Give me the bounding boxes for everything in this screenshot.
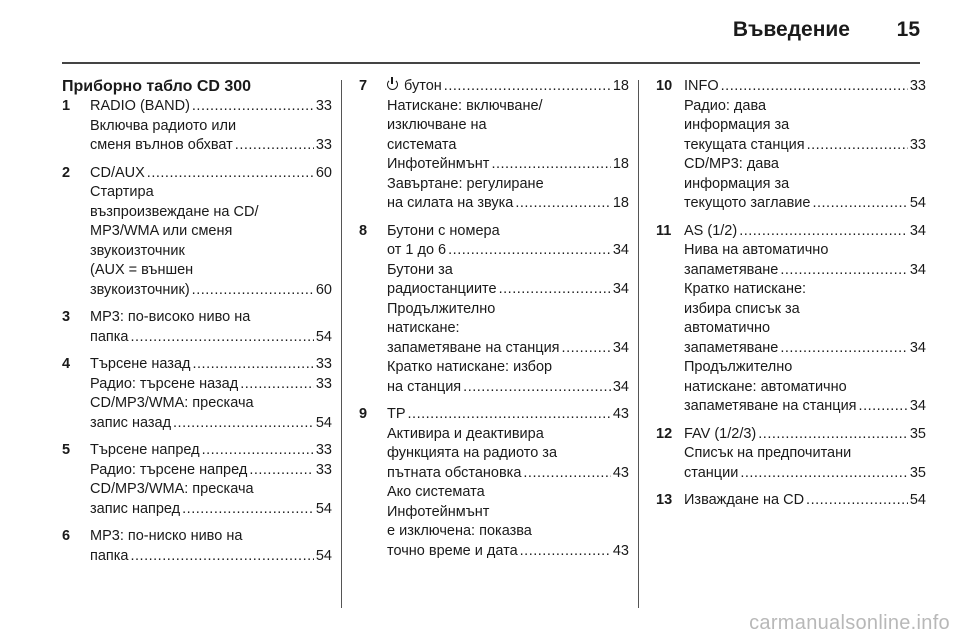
entry-text: изключване на <box>387 117 487 133</box>
entry-line <box>90 117 332 137</box>
entry-line <box>387 97 629 117</box>
page-reference: 33 <box>315 137 332 153</box>
entry-line <box>387 542 629 562</box>
dot-leader <box>192 281 314 301</box>
entry-line <box>684 175 926 195</box>
page-reference: 60 <box>315 164 332 181</box>
page-reference: 34 <box>909 339 926 356</box>
entry-line <box>684 155 926 175</box>
dot-leader <box>202 441 314 461</box>
index-entry <box>359 405 629 561</box>
item-number: 3 <box>62 309 71 325</box>
entry-text: сменя вълнов обхват <box>90 137 233 153</box>
page-reference: 33 <box>315 356 332 372</box>
page-reference: 60 <box>315 281 332 298</box>
entry-text: Продължително <box>684 359 793 375</box>
page-reference: 33 <box>315 461 332 478</box>
entry-text: текущото заглавие <box>684 195 811 211</box>
entry-text: информация за <box>684 175 790 192</box>
page-reference: 43 <box>612 464 629 481</box>
entry-line <box>387 222 629 242</box>
entry-line <box>90 500 332 520</box>
page-reference: 18 <box>612 78 629 94</box>
entry-line <box>387 136 629 156</box>
entry-text: Активира и деактивира <box>387 425 544 442</box>
entry-line <box>684 116 926 136</box>
dot-leader <box>758 425 908 445</box>
entry-text: натискане: <box>387 320 460 336</box>
entry-text: запаметяване на станция <box>387 339 560 356</box>
entry-line <box>387 339 629 359</box>
entry-line <box>90 261 332 281</box>
dot-leader <box>499 280 611 300</box>
entry-line <box>684 464 926 484</box>
entry-line <box>90 308 332 328</box>
dot-leader <box>806 491 908 511</box>
page-reference: 33 <box>909 136 926 153</box>
entry-line <box>387 358 629 378</box>
dot-leader <box>444 77 611 97</box>
entry-text: Натискане: включване/ <box>387 97 543 114</box>
dot-leader <box>240 375 314 395</box>
dot-leader <box>807 136 908 156</box>
page-title: Въведение <box>732 18 850 41</box>
entry-line <box>387 241 629 261</box>
entry-text: MP3: по-ниско ниво на <box>90 528 243 544</box>
index-entry <box>62 308 332 347</box>
column-3 <box>656 77 926 519</box>
page-reference: 34 <box>612 281 629 297</box>
dot-leader <box>721 77 908 97</box>
index-entry <box>656 77 926 214</box>
item-number: 9 <box>359 406 368 422</box>
page-reference: 54 <box>315 414 332 431</box>
entry-text: запис напред <box>90 500 181 517</box>
entry-text: избира списък за <box>684 300 800 317</box>
entry-text: функцията на радиото за <box>387 445 558 461</box>
entry-text: (AUX = външен <box>90 262 194 278</box>
dot-leader <box>780 261 908 281</box>
entry-text: CD/MP3: дава <box>684 156 779 172</box>
page-reference: 18 <box>612 195 629 211</box>
page-reference: 43 <box>612 406 629 422</box>
entry-line <box>90 480 332 500</box>
column-2 <box>359 77 629 569</box>
dot-leader <box>131 547 314 567</box>
page-reference: 43 <box>612 542 629 559</box>
item-number: 10 <box>656 78 673 94</box>
entry-text: запаметяване <box>684 339 779 356</box>
column-divider <box>341 80 342 608</box>
entry-text: Продължително <box>387 300 496 317</box>
entry-text: текущата станция <box>684 136 805 153</box>
index-entry <box>62 441 332 519</box>
entry-text: точно време и дата <box>387 542 518 559</box>
entry-text: папка <box>90 547 129 564</box>
entry-text: Търсене напред <box>90 442 200 458</box>
entry-text: AS (1/2) <box>684 222 738 239</box>
entry-text: Ако системата <box>387 484 485 500</box>
entry-line <box>387 503 629 523</box>
dot-leader <box>448 241 611 261</box>
entry-line <box>90 355 332 375</box>
index-entry <box>62 355 332 433</box>
entry-line <box>387 175 629 195</box>
item-number: 4 <box>62 356 71 372</box>
entry-line <box>387 155 629 175</box>
page-reference: 54 <box>315 328 332 345</box>
dot-leader <box>739 222 908 242</box>
entry-line <box>90 394 332 414</box>
entry-text: запаметяване <box>684 261 779 278</box>
entry-text: Кратко натискане: <box>684 281 807 297</box>
entry-line <box>684 241 926 261</box>
page-reference: 54 <box>315 547 332 564</box>
page-reference: 33 <box>909 78 926 94</box>
entry-line <box>387 378 629 398</box>
entry-text: натискане: автоматично <box>684 378 847 395</box>
entry-line <box>90 527 332 547</box>
entry-line <box>90 136 332 156</box>
page-reference: 54 <box>909 492 926 508</box>
entry-text: Включва радиото или <box>90 117 237 134</box>
entry-line <box>684 261 926 281</box>
entry-line <box>90 547 332 567</box>
entry-text: е изключена: показва <box>387 523 532 539</box>
index-entry <box>62 97 332 156</box>
entry-line <box>387 425 629 445</box>
entry-line <box>684 444 926 464</box>
entry-line <box>387 319 629 339</box>
entry-text: на станция <box>387 378 462 395</box>
entry-text: станции <box>684 464 739 481</box>
entry-line <box>684 319 926 339</box>
entry-line <box>684 222 926 242</box>
entry-text: Търсене назад <box>90 356 191 372</box>
entry-text: FAV (1/2/3) <box>684 425 757 442</box>
dot-leader <box>192 97 314 117</box>
dot-leader <box>780 339 908 359</box>
item-number: 11 <box>656 222 672 239</box>
entry-text: на силата на звука <box>387 195 514 211</box>
item-number: 7 <box>359 78 368 94</box>
page-reference: 33 <box>315 442 332 458</box>
entry-line <box>684 77 926 97</box>
page-number: 15 <box>896 18 920 41</box>
entry-line <box>387 483 629 503</box>
page-reference: 34 <box>612 339 629 356</box>
entry-text: CD/MP3/WMA: прескача <box>90 481 254 497</box>
entry-line <box>684 358 926 378</box>
dot-leader <box>520 542 611 562</box>
page-reference: 33 <box>315 375 332 392</box>
item-number: 12 <box>656 425 673 442</box>
dot-leader <box>147 164 314 184</box>
dot-leader <box>408 405 611 425</box>
entry-text: Стартира <box>90 184 154 200</box>
index-entry <box>359 77 629 214</box>
entry-text: Бутони за <box>387 261 453 278</box>
entry-line <box>387 464 629 484</box>
entry-text: запаметяване на станция <box>684 398 857 414</box>
entry-text: бутон <box>404 78 442 94</box>
entry-line <box>387 194 629 214</box>
entry-text: MP3: по-високо ниво на <box>90 309 251 325</box>
entry-text: автоматично <box>684 320 771 336</box>
dot-leader <box>249 461 314 481</box>
dot-leader <box>523 464 610 484</box>
page-reference: 35 <box>909 425 926 442</box>
page-reference: 34 <box>909 261 926 278</box>
item-number: 6 <box>62 528 71 544</box>
entry-line <box>387 300 629 320</box>
entry-line <box>90 461 332 481</box>
entry-text: звукоизточник) <box>90 281 190 298</box>
column-1 <box>62 77 332 574</box>
entry-line <box>90 222 332 242</box>
entry-text: Кратко натискане: избор <box>387 359 553 375</box>
entry-line <box>387 280 629 300</box>
dot-leader <box>491 155 610 175</box>
entry-text: радиостанциите <box>387 281 497 297</box>
entry-text: системата <box>387 136 457 153</box>
entry-line <box>684 300 926 320</box>
entry-text: пътната обстановка <box>387 464 522 481</box>
entry-line <box>90 441 332 461</box>
dot-leader <box>515 194 611 214</box>
page-reference: 54 <box>315 500 332 517</box>
item-number: 2 <box>62 164 71 181</box>
entry-line <box>90 328 332 348</box>
entry-line <box>90 281 332 301</box>
entry-line <box>90 242 332 262</box>
dot-leader <box>562 339 611 359</box>
entry-text: звукоизточник <box>90 242 185 259</box>
page-reference: 34 <box>612 378 629 395</box>
item-number: 8 <box>359 222 368 239</box>
entry-line <box>684 194 926 214</box>
entry-line <box>684 491 926 511</box>
index-entry <box>656 425 926 484</box>
entry-line <box>387 116 629 136</box>
index-entry <box>62 164 332 301</box>
index-entry <box>656 491 926 511</box>
entry-text: CD/AUX <box>90 164 145 181</box>
dot-leader <box>192 355 313 375</box>
entry-text: RADIO (BAND) <box>90 98 190 114</box>
dot-leader <box>173 414 314 434</box>
entry-text: Списък на предпочитани <box>684 445 852 461</box>
entry-line <box>387 77 629 97</box>
dot-leader <box>235 136 314 156</box>
header-divider <box>62 62 920 64</box>
page-reference: 34 <box>909 398 926 414</box>
entry-text: Изваждане на CD <box>684 492 805 508</box>
entry-line <box>387 444 629 464</box>
dot-leader <box>463 378 611 398</box>
entry-line <box>684 136 926 156</box>
entry-line <box>90 203 332 223</box>
page-reference: 35 <box>909 464 926 481</box>
entry-text: от 1 до 6 <box>387 242 447 258</box>
entry-line <box>684 97 926 117</box>
entry-text: Нива на автоматично <box>684 242 829 258</box>
item-number: 1 <box>62 98 71 114</box>
entry-text: възпроизвеждане на CD/ <box>90 203 259 220</box>
entry-line <box>90 97 332 117</box>
entry-line <box>684 339 926 359</box>
page-reference: 54 <box>909 195 926 211</box>
item-number: 5 <box>62 442 71 458</box>
entry-line <box>90 183 332 203</box>
entry-text: информация за <box>684 117 790 133</box>
entry-text: Завъртане: регулиране <box>387 175 544 192</box>
entry-line <box>90 375 332 395</box>
entry-line <box>684 378 926 398</box>
watermark: carmanualsonline.info <box>749 612 950 634</box>
dot-leader <box>859 397 908 417</box>
entry-line <box>684 397 926 417</box>
entry-text: MP3/WMA или сменя <box>90 223 233 239</box>
entry-text: Бутони с номера <box>387 222 500 239</box>
entry-text: запис назад <box>90 414 172 431</box>
page-reference: 34 <box>612 242 629 258</box>
entry-text: TP <box>387 406 406 422</box>
page-reference: 18 <box>612 156 629 172</box>
index-entry <box>359 222 629 398</box>
entry-line <box>387 405 629 425</box>
section-title: Приборно табло CD 300 <box>62 78 252 95</box>
dot-leader <box>182 500 314 520</box>
entry-text: Инфотейнмънт <box>387 503 490 520</box>
entry-text: Радио: търсене назад <box>90 375 239 392</box>
entry-text: Радио: търсене напред <box>90 461 248 478</box>
page-reference: 33 <box>315 98 332 114</box>
dot-leader <box>131 328 314 348</box>
item-number: 13 <box>656 492 673 508</box>
index-entry <box>62 527 332 566</box>
entry-line <box>387 261 629 281</box>
entry-text: Инфотейнмънт <box>387 156 490 172</box>
entry-line <box>684 425 926 445</box>
dot-leader <box>740 464 908 484</box>
index-entry <box>656 222 926 417</box>
column-divider <box>638 80 639 608</box>
entry-line <box>684 280 926 300</box>
entry-text: папка <box>90 328 129 345</box>
entry-text: CD/MP3/WMA: прескача <box>90 395 254 411</box>
entry-line <box>90 414 332 434</box>
dot-leader <box>812 194 907 214</box>
entry-line <box>90 164 332 184</box>
entry-line <box>387 522 629 542</box>
entry-text: INFO <box>684 78 719 94</box>
entry-text: Радио: дава <box>684 97 767 114</box>
power-icon <box>387 79 398 90</box>
page-reference: 34 <box>909 222 926 239</box>
